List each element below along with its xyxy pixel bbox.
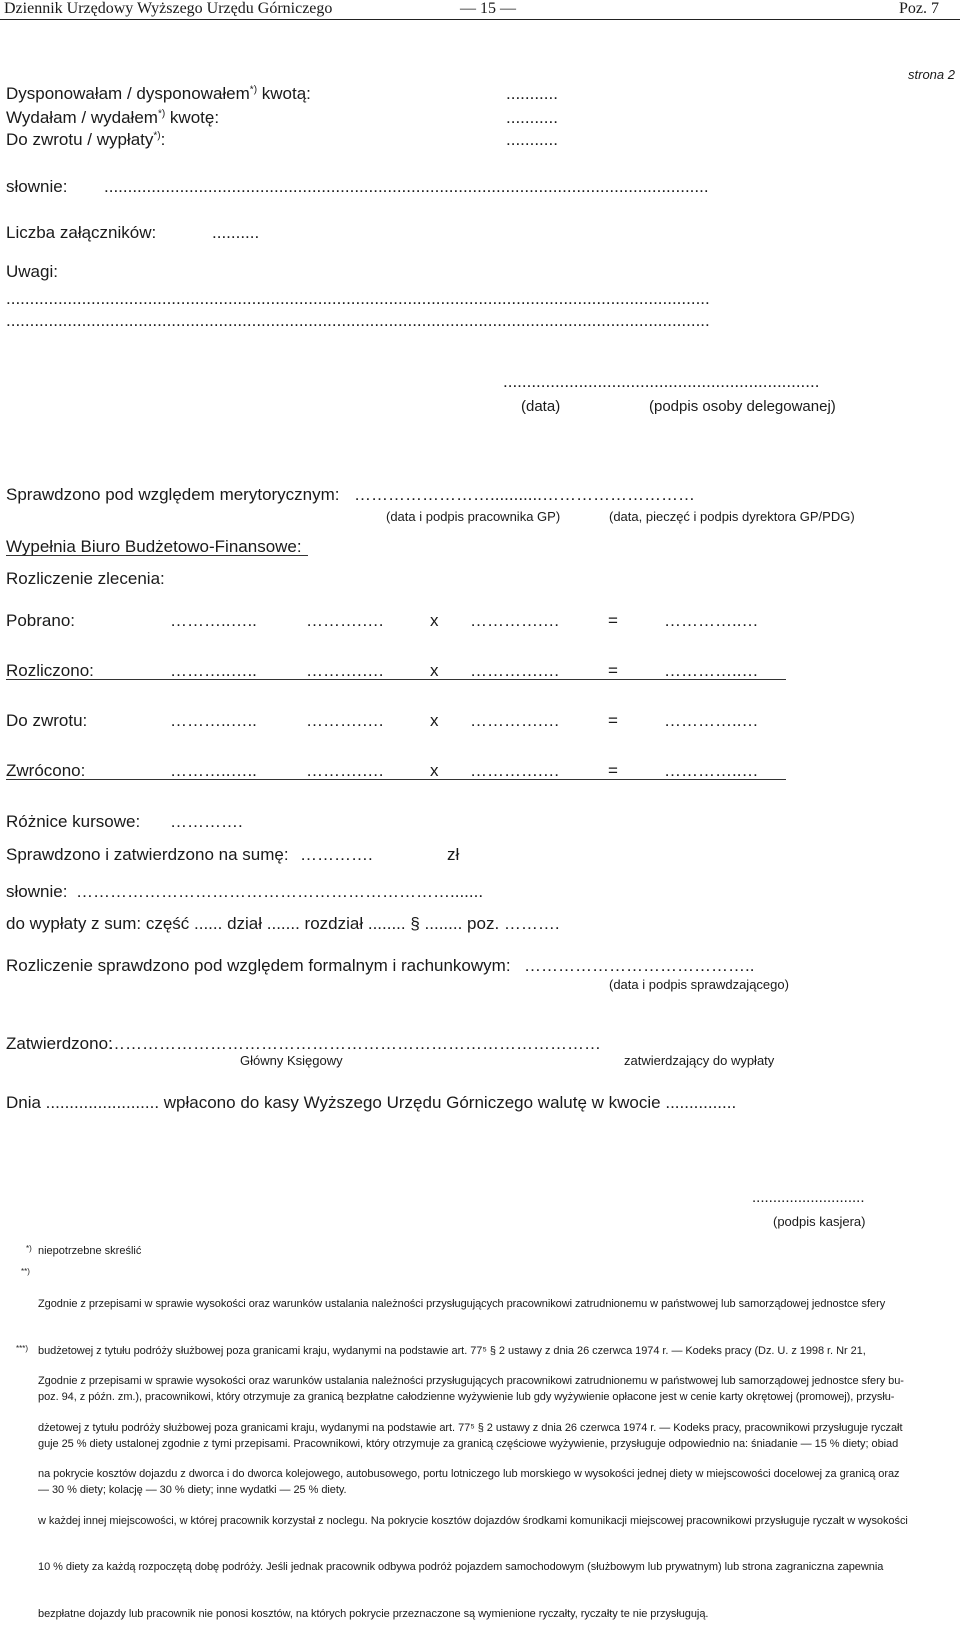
director-signature-caption: (data, pieczęć i podpis dyrektora GP/PDG) [609,509,855,524]
remarks-label: Uwagi: [6,262,58,281]
equals-sign: = [608,611,618,630]
page-label: strona 2 [908,67,955,82]
settlement-field-c[interactable]: ………….… [470,711,560,730]
settlement-field-a[interactable]: ………..….. [170,711,257,730]
settlement-field-b[interactable]: ……….…. [306,661,384,680]
multiply-sign: x [430,661,439,680]
settlement-field-a[interactable]: ………..….. [170,661,257,680]
settlement-label: Rozliczenie zlecenia: [6,569,165,588]
footnote-3-text [38,1343,956,1638]
disposed-amount-row [6,84,311,104]
equals-sign: = [608,711,618,730]
sum-in-words-label: słownie: [6,882,68,901]
settlement-row-label: Rozliczono: [6,661,94,680]
cash-deposit-line[interactable]: Dnia ........................ wpłacono do kasy Wyższego Urzędu Górniczego walutę w kwocie ............... [6,1093,737,1112]
refund-amount-label: Do zwrotu / wypłaty [6,130,154,149]
settlement-field-d[interactable]: …………..… [664,761,759,780]
footnote-line: dżetowej z tytułu podróży służbowej poza granicami kraju, wydanymi na podstawie art. 77⁵ § 2 ustawy z dnia 26 czerwca 1974 r. — Kodeks pracy, pracownikowi przysługuje ryczałt [38,1421,903,1434]
settlement-field-b[interactable]: ……….…. [306,611,384,630]
row-rule [6,779,786,780]
checker-signature-caption: (data i podpis sprawdzającego) [609,977,789,992]
settlement-row-label: Zwrócono: [6,761,86,780]
position-number: Poz. 7 [899,0,939,17]
sum-in-words-field[interactable]: …………………………………………………………....... [76,882,484,901]
remarks-line-1[interactable]: ..................................................................................................................................................... [6,289,710,308]
fx-differences-label: Różnice kursowe: [6,812,141,831]
formal-check-field[interactable]: ………………………………….. [524,956,755,975]
footnote-mark: *) [157,108,166,120]
footnote-line: Zgodnie z przepisami w sprawie wysokości oraz warunków ustalania należności przysługujących pracownikowi zatrudnionemu w państwowej lub samorządowej jednostce sfery bu- [38,1375,904,1387]
merit-check-field[interactable]: ……………………...........……………………… [354,485,695,504]
approved-by-label: Zatwierdzono: [6,1034,113,1053]
settlement-field-c[interactable]: ………….… [470,761,560,780]
merit-check-label: Sprawdzono pod względem merytorycznym: [6,485,340,504]
settlement-field-d[interactable]: …………..… [664,711,759,730]
finance-office-title: Wypełnia Biuro Budżetowo-Finansowe: [6,537,302,556]
attachments-label: Liczba załączników: [6,223,157,242]
spent-amount-label: Wydałam / wydałem [6,108,158,127]
spent-amount-field[interactable]: ........... [506,108,558,127]
row-rule [6,679,786,680]
footnote-mark: *) [153,130,161,142]
finance-title-underline [6,555,308,556]
footnote-line: — 30 % diety; kolację — 30 % diety; inne wydatki — 25 % diety. [38,1484,347,1496]
footnote-1-text: niepotrzebne skreślić [38,1245,142,1257]
disposed-amount-label: Dysponowałam / dysponowałem [6,84,250,103]
footnote-mark: *) [249,84,258,96]
formal-check-label: Rozliczenie sprawdzono pod względem formalnym i rachunkowym: [6,956,511,975]
footnote-1-mark: *) [26,1244,32,1253]
delegate-signature-field[interactable]: ................................................................... [503,372,820,391]
settlement-field-a[interactable]: ………..….. [170,611,257,630]
currency-label: zł [447,845,460,864]
fx-differences-field[interactable]: …………. [170,812,243,831]
employee-signature-caption: (data i podpis pracownika GP) [386,509,561,524]
spent-amount-suffix: kwotę: [165,108,220,127]
refund-amount-row [6,130,165,150]
cashier-signature-field[interactable]: ........................... [752,1189,865,1206]
settlement-field-a[interactable]: ………..….. [170,761,257,780]
multiply-sign: x [430,711,439,730]
footnote-line: guje 25 % diety ustalonej zgodnie z tymi przepisami. Pracownikowi, który otrzymuje za granicą częściowe wyżywienie, przysługuje odpowiednio na: śniadanie — 15 % diety; obiad [38,1437,899,1450]
settlement-field-d[interactable]: …………..… [664,661,759,680]
in-words-field[interactable]: ................................................................................................................................ [104,177,709,196]
footnote-line: Zgodnie z przepisami w sprawie wysokości oraz warunków ustalania należności przysługujących pracownikowi zatrudnionemu w państwowej lub samorządowej jednostce sfery [38,1298,886,1310]
settlement-row-label: Do zwrotu: [6,711,88,730]
spent-amount-row [6,108,219,128]
date-caption: (data) [521,398,561,415]
settlement-field-b[interactable]: ……….…. [306,711,384,730]
footnote-line: 10 % diety za każdą rozpoczętą dobę podróży. Jeśli jednak pracownik odbywa podróż pojazdem samochodowym (służbowym lub prywatnym) lub strona zagraniczna zapewnia [38,1561,884,1573]
settlement-field-d[interactable]: …………..… [664,611,759,630]
equals-sign: = [608,661,618,680]
approved-sum-field[interactable]: …………. [300,845,373,864]
footnote-2-mark: **) [21,1267,30,1276]
in-words-label: słownie: [6,177,68,196]
multiply-sign: x [430,611,439,630]
footnote-line: poz. 94, z późn. zm.), pracownikowi, który otrzymuje za granicą bezpłatne całodzienne wyżywienie lub gdy wyżywienie opłacone jest w cenie karty okrętowej (promowej), przysłu- [38,1391,895,1403]
disposed-amount-suffix: kwotą: [257,84,311,103]
footnote-line: bezpłatne dojazdy lub pracownik nie ponosi kosztów, na których pokrycie przeznaczone są wymienione ryczałty, ryczałty te nie przysługują. [38,1607,709,1620]
approved-by-field[interactable]: …………………………………………………………………………… [108,1034,601,1053]
remarks-line-2[interactable]: ..................................................................................................................................................... [6,311,710,330]
budget-classification-line[interactable]: do wypłaty z sum: część ...... dział ....... rozdział ........ § ........ poz. ………. [6,914,560,933]
settlement-field-c[interactable]: ………….… [470,611,560,630]
footnote-3-mark: ***) [16,1344,29,1353]
approved-sum-label: Sprawdzono i zatwierdzono na sumę: [6,845,289,864]
refund-amount-suffix: : [160,130,166,149]
footnote-line: na pokrycie kosztów dojazdu z dworca i do dworca kolejowego, autobusowego, portu lotniczego lub morskiego w wysokości jednej diety w miejscowości docelowej za granicą oraz [38,1468,900,1480]
header-rule [0,19,960,20]
multiply-sign: x [430,761,439,780]
settlement-field-b[interactable]: ……….…. [306,761,384,780]
footnote-line: w każdej innej miejscowości, w której pracownik korzystał z noclegu. Na pokrycie kosztów dojazdów środkami komunikacji miejscowej pracownikowi przysługuje ryczałt w wysokości [38,1514,908,1527]
payout-approver-caption: zatwierdzający do wypłaty [624,1053,775,1068]
equals-sign: = [608,761,618,780]
page-number: — 15 — [460,0,516,17]
settlement-row-label: Pobrano: [6,611,75,630]
journal-title: Dziennik Urzędowy Wyższego Urzędu Górniczego [4,0,333,17]
refund-amount-field[interactable]: ........... [506,130,558,149]
settlement-field-c[interactable]: ………….… [470,661,560,680]
footnote-line: budżetowej z tytułu podróży służbowej poza granicami kraju, wydanymi na podstawie art. 77⁵ § 2 ustawy z dnia 26 czerwca 1974 r. — Kodeks pracy (Dz. U. z 1998 r. Nr 21, [38,1344,866,1357]
disposed-amount-field[interactable]: ........... [506,84,558,103]
cashier-signature-caption: (podpis kasjera) [773,1214,866,1229]
delegate-signature-caption: (podpis osoby delegowanej) [649,398,836,415]
chief-accountant-caption: Główny Księgowy [240,1053,343,1068]
attachments-field[interactable]: .......... [212,223,260,242]
